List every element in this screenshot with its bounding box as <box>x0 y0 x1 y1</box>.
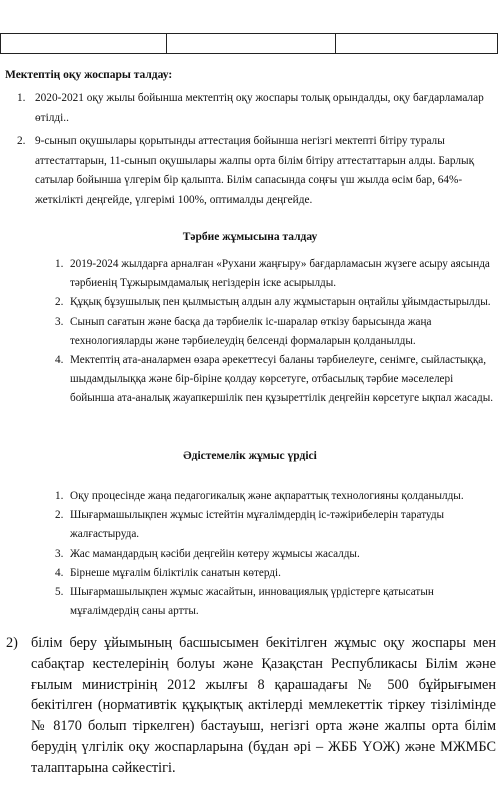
list-item <box>0 313 498 351</box>
list-item-number: 2. <box>55 296 64 309</box>
methodical-list <box>0 487 498 621</box>
list-item <box>0 255 498 293</box>
list-item <box>0 351 498 409</box>
table-row <box>1 34 498 54</box>
section-heading-curriculum: Мектептің оқу жоспары талдау: <box>5 69 173 81</box>
list-item <box>0 487 498 506</box>
list-item-text: 9-сынып оқушылары қорытынды аттестация бойынша негізгі мектепті бітіру туралы аттестаттарын, 11-сынып оқушылары жалпы орта білім бітіру аттестаттарын алды. Барлық сатылар бойынша үлгерім бір қалыпта. Білім сапасында соңғы үш жылда өсім бар, 64%-жеткілікті деңгейде, үлгерімі 100%, оптималды деңгейде. <box>35 135 475 206</box>
section-heading-methodical: Әдістемелік жұмыс үрдісі <box>183 450 317 462</box>
list-item <box>0 89 496 128</box>
list-item-number: 2. <box>17 135 26 147</box>
table-cell <box>336 34 498 54</box>
list-item-number: 3. <box>55 547 64 560</box>
table-cell <box>1 34 167 54</box>
paragraph-text: білім беру ұйымының басшысымен бекітілген жұмыс оқу жоспары мен сабақтар кестелерінің болуы және Қазақстан Республикасы Білім және ғылым министрінің 2012 жылғы 8 қарашадағы № 500 бұйрығымен бекітілген (нормативтік құқықтық актілерді мемлекеттік тіркеу тізілімінде № 8170 болып тіркелген) бастауыш, негізгі орта және жалпы орта білім берудің үлгілік оқу жоспарларына (бұдан әрі – ЖББ ҮОЖ) және МЖМБС талаптарына сәйкестігі. <box>31 635 496 776</box>
top-table-fragment <box>0 33 498 54</box>
curriculum-list <box>0 89 496 214</box>
list-item-text: Бірнеше мұғалім біліктілік санатын көтерді. <box>70 566 281 579</box>
list-item <box>0 293 498 312</box>
paragraph-number: 2) <box>6 635 18 651</box>
list-item-text: Құқық бұзушылық пен қылмыстың алдын алу жұмыстарын оңтайлы ұйымдастырылды. <box>70 296 491 309</box>
list-item <box>0 132 496 210</box>
list-item-number: 4. <box>55 566 64 579</box>
list-item-text: 2019-2024 жылдарға арналған «Рухани жаңғыру» бағдарламасын жүзеге асыру аясында тәрбиенің Тұжырымдамалық негіздерін іске асырылды. <box>70 258 490 290</box>
list-item <box>0 506 498 544</box>
list-item-number: 3. <box>55 315 64 328</box>
list-item-text: Жас мамандардың кәсіби деңгейін көтеру жұмысы жасалды. <box>70 547 360 560</box>
list-item-number: 1. <box>17 92 26 104</box>
list-item <box>0 564 498 583</box>
list-item-text: Оқу процесінде жаңа педагогикалық және ақпараттық технологияны қолданылды. <box>70 490 464 502</box>
list-item <box>0 545 498 564</box>
list-item-number: 5. <box>55 586 64 599</box>
table-cell <box>167 34 336 54</box>
list-item-number: 4. <box>55 354 64 367</box>
list-item-text: Сынып сағатын және басқа да тәрбиелік іс-шаралар өткізу барысында жаңа технологияларды және тәрбиелеудің белсенді формаларын қолданылды. <box>70 315 432 347</box>
list-item-number: 1. <box>55 258 64 270</box>
section-heading-upbringing: Тәрбие жұмысына талдау <box>182 231 318 243</box>
list-item-text: Шығармашылықпен жұмыс істейтін мұғалімдердің іс-тәжірибелерін таратуды жалғастыруда. <box>70 509 445 541</box>
list-item-number: 1. <box>55 490 64 502</box>
list-item-text: Шығармашылықпен жұмыс жасайтын, инновациялық үрдістерге қатысатын мұғалімдердің саны артты. <box>70 586 434 618</box>
list-item <box>0 583 498 621</box>
list-item-text: Мектептің ата-аналармен өзара әрекеттесуі баланы тәрбиелеуге, сенімге, сыйластыққа, шыдамдылыққа және бір-біріне қолдау көрсетуге, отбасылық тәрбие мәселелері бойынша ата-аналық жауапкершілік пен құзыреттілік деңгейін көрсетуге ықпал жасады. <box>70 354 494 405</box>
upbringing-list <box>0 255 498 409</box>
list-item-text: 2020-2021 оқу жылы бойынша мектептің оқу жоспары толық орындалды, оқу бағдарламалар өтілді.. <box>35 92 484 124</box>
list-item-number: 2. <box>55 509 64 522</box>
